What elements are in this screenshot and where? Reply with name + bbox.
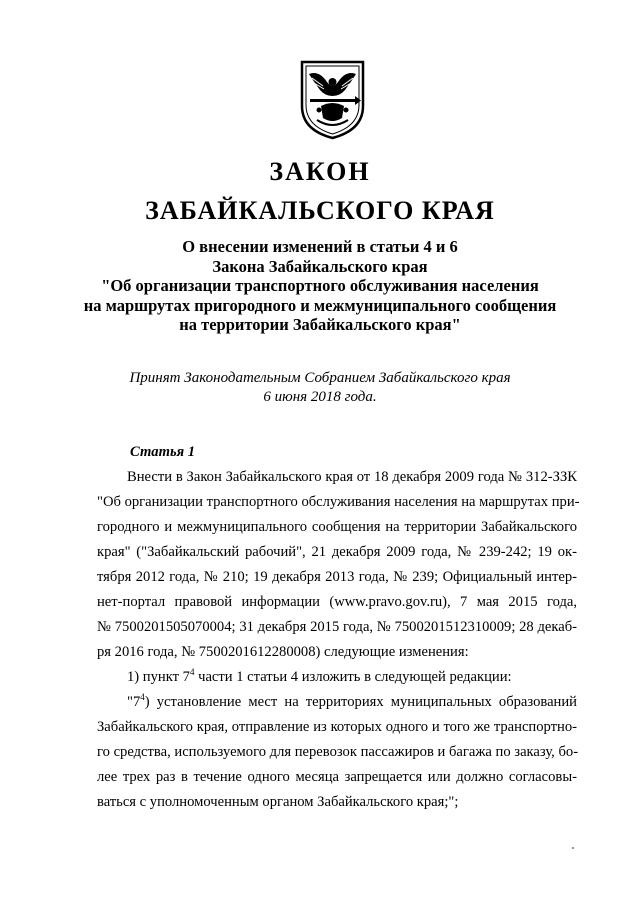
scan-dot	[572, 847, 574, 849]
text-line: го средства, используемого для перевозок пассажиров и багажа по заказу, бо-	[97, 744, 579, 760]
subtitle-line: "Об организации транспортного обслуживания населения	[101, 276, 539, 295]
document-body	[97, 440, 580, 815]
region-title: ЗАБАЙКАЛЬСКОГО КРАЯ	[145, 196, 495, 225]
paragraph-item-1	[97, 665, 577, 690]
text-line: № 7500201505070004; 31 декабря 2015 года, № 7500201512310009; 28 декаб-	[97, 619, 577, 635]
subtitle-line: О внесении изменений в статьи 4 и 6	[182, 237, 458, 256]
subtitle-line: Закона Забайкальского края	[212, 256, 428, 276]
paragraph-quote	[97, 690, 577, 815]
adoption-note	[0, 369, 640, 406]
text-line: края" ("Забайкальский рабочий", 21 декабря 2009 года, № 239-242; 19 ок-	[97, 544, 577, 560]
text-line: ваться с уполномоченным органом Забайкальского края;";	[97, 794, 459, 810]
subtitle-line: на маршрутах пригородного и межмуниципального сообщения	[83, 295, 557, 315]
law-subtitle	[0, 237, 640, 335]
text-line: "Об организации транспортного обслуживания населения на маршрутах при-	[97, 494, 580, 510]
text-line: лее трех раз в течение одного месяца запрещается или должно согласовы-	[97, 769, 577, 785]
subtitle-line: на территории Забайкальского края"	[179, 315, 461, 334]
text-line: тября 2012 года, № 210; 19 декабря 2013 года, № 239; Официальный интер-	[97, 569, 577, 585]
text-line: нет-портал правовой информации (www.pravo.gov.ru), 7 мая 2015 года,	[97, 594, 577, 610]
paragraph-intro	[97, 465, 580, 665]
article-heading: Статья 1	[130, 444, 196, 460]
adoption-date: 6 июня 2018 года.	[263, 388, 377, 405]
law-title: ЗАКОН	[269, 157, 371, 186]
coat-of-arms-emblem-icon	[299, 60, 366, 140]
text-line: Внести в Закон Забайкальского края от 18 декабря 2009 года № 312-ЗЗК	[127, 469, 577, 485]
adoption-line: Принят Законодательным Собранием Забайкальского края	[129, 370, 511, 386]
text-line: городного и межмуниципального сообщения на территории Забайкальского	[97, 519, 577, 535]
text-line: 1) пункт $7^4$ части 1 статьи 4 изложить в следующей редакции:	[127, 667, 512, 685]
text-line: Забайкальского края, отправление из которых одного и того же транспортно-	[97, 719, 577, 735]
text-line: "$7^4$) установление мест на территориях муниципальных образований	[127, 692, 577, 710]
text-line: ря 2016 года, № 7500201612280008) следующие изменения:	[97, 644, 469, 660]
